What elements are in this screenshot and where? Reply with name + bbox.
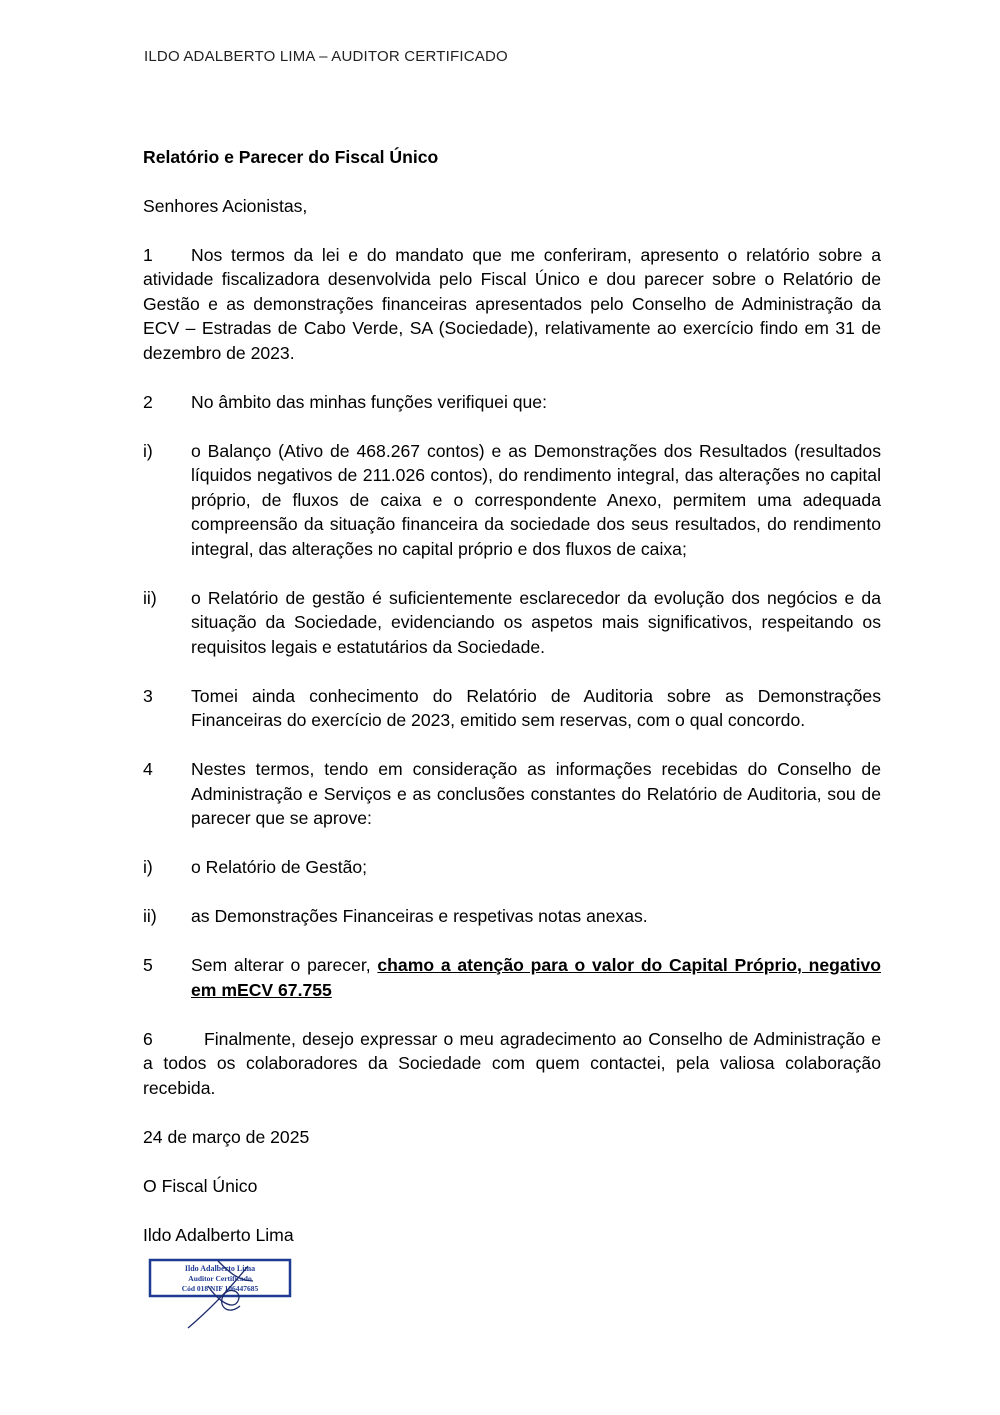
paragraph-2-item-i <box>143 439 881 562</box>
list-item-number: i) <box>143 857 153 877</box>
paragraph-6 <box>143 1027 881 1101</box>
paragraph-5 <box>143 953 881 1002</box>
stamp-line-3: Cód 018 NIF 106447685 <box>181 1284 259 1293</box>
paragraph-4-item-ii <box>143 904 881 929</box>
list-item-number: ii) <box>143 906 157 926</box>
list-item-text: o Balanço (Ativo de 468.267 contos) e as Demonstrações dos Resultados (resultados líquidos negativos de 211.026 contos), do rendimento integral, das alterações no capital próprio, de fluxos de caixa e o correspondente Anexo, permitem uma adequada compreensão da situação financeira da sociedade dos seus resultados, do rendimento integral, das alterações no capital próprio e dos fluxos de caixa; <box>191 440 881 559</box>
paragraph-1 <box>143 243 881 366</box>
paragraph-4-text: Nestes termos, tendo em consideração as informações recebidas do Conselho de Administração e Serviços e as conclusões constantes do Relatório de Auditoria, sou de parecer que se aprove: <box>191 759 881 828</box>
paragraph-4-item-i <box>143 855 881 880</box>
list-item-number: i) <box>143 440 153 461</box>
list-item-text: o Relatório de gestão é suficientemente esclarecedor da evolução dos negócios e da situação da Sociedade, evidenciando os aspetos mais significativos, respeitando os requisitos legais e estatutários da Sociedade. <box>191 587 881 657</box>
paragraph-5-plain: Sem alterar o parecer, <box>191 955 378 975</box>
paragraph-1-number: 1 <box>143 244 153 265</box>
paragraph-3 <box>143 684 881 733</box>
stamp-line-2: Auditor Certificado <box>188 1274 252 1283</box>
paragraph-6-text: Finalmente, desejo expressar o meu agradecimento ao Conselho de Administração e a todos os colaboradores da Sociedade com quem contactei, pela valiosa colaboração recebida. <box>143 1028 881 1098</box>
page-header: ILDO ADALBERTO LIMA – AUDITOR CERTIFICADO <box>144 48 508 65</box>
paragraph-3-number: 3 <box>143 685 153 706</box>
paragraph-3-text: Tomei ainda conhecimento do Relatório de Auditoria sobre as Demonstrações Financeiras do exercício de 2023, emitido sem reservas, com o qual concordo. <box>191 685 881 730</box>
paragraph-4 <box>143 757 881 831</box>
document-body <box>143 145 881 1272</box>
signatory-name: Ildo Adalberto Lima <box>143 1224 294 1245</box>
document-title: Relatório e Parecer do Fiscal Único <box>143 147 439 167</box>
list-item-text: o Relatório de Gestão; <box>191 857 368 877</box>
paragraph-6-number: 6 <box>143 1028 153 1049</box>
paragraph-5-text <box>191 953 881 1002</box>
paragraph-2-item-ii <box>143 586 881 660</box>
document-date: 24 de março de 2025 <box>143 1126 310 1147</box>
list-item-number: ii) <box>143 587 157 608</box>
certified-auditor-stamp <box>148 1256 293 1331</box>
salutation: Senhores Acionistas, <box>143 195 308 216</box>
list-item-text: as Demonstrações Financeiras e respetivas notas anexas. <box>191 906 648 926</box>
paragraph-2-text: No âmbito das minhas funções verifiquei que: <box>191 391 547 412</box>
paragraph-2 <box>143 390 881 415</box>
paragraph-1-text: Nos termos da lei e do mandato que me conferiram, apresento o relatório sobre a atividade fiscalizadora desenvolvida pelo Fiscal Único e dou parecer sobre o Relatório de Gestão e as demonstrações financeiras apresentados pelo Conselho de Administração da ECV – Estradas de Cabo Verde, SA (Sociedade), relativamente ao exercício findo em 31 de dezembro de 2023. <box>143 244 881 363</box>
paragraph-5-number: 5 <box>143 955 153 975</box>
stamp-line-1: Ildo Adalberto Lima <box>184 1264 256 1273</box>
capital-proprio-emphasis: chamo a atenção para o valor do Capital Próprio, negativo em mECV 67.755 <box>191 955 881 1000</box>
paragraph-4-number: 4 <box>143 759 153 779</box>
signatory-role: O Fiscal Único <box>143 1175 258 1196</box>
paragraph-2-number: 2 <box>143 391 153 412</box>
